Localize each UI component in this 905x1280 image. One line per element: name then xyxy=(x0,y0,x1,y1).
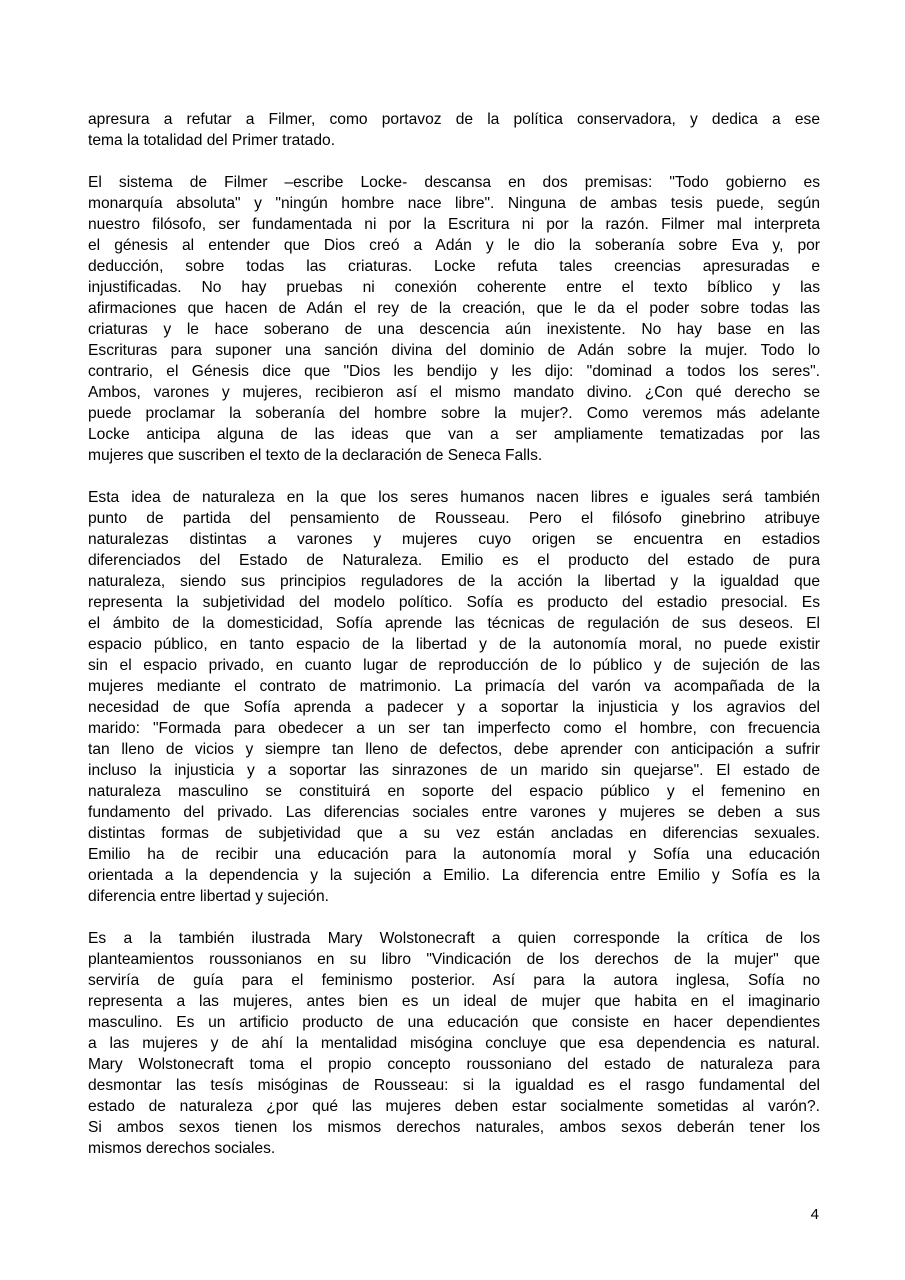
text-line: orientada a la dependencia y la sujeción a Emilio. La diferencia entre Emilio y Sofía es la xyxy=(88,867,820,884)
text-line: naturaleza, siendo sus principios reguladores de la acción la libertad y la igualdad que xyxy=(88,573,820,590)
text-line: el génesis al entender que Dios creó a Adán y le dio la soberanía sobre Eva y, por xyxy=(88,237,820,254)
text-line: afirmaciones que hacen de Adán el rey de la creación, que le da el poder sobre todas las xyxy=(88,300,820,317)
text-line: nuestro filósofo, ser fundamentada ni por la Escritura ni por la razón. Filmer mal interpreta xyxy=(88,216,820,233)
text-line: Esta idea de naturaleza en la que los seres humanos nacen libres e iguales será también xyxy=(88,489,820,506)
text-line: estado de naturaleza ¿por qué las mujeres deben estar socialmente sometidas al varón?. xyxy=(88,1098,820,1115)
text-line: el ámbito de la domesticidad, Sofía aprende las técnicas de regulación de sus deseos. El xyxy=(88,615,820,632)
text-line: necesidad de que Sofía aprenda a padecer y a soportar la injusticia y los agravios del xyxy=(88,699,820,716)
text-line: Locke anticipa alguna de las ideas que van a ser ampliamente tematizadas por las xyxy=(88,426,820,443)
text-line: criaturas y le hace soberano de una descencia aún inexistente. No hay base en las xyxy=(88,321,820,338)
paragraph xyxy=(88,487,820,907)
text-line: sin el espacio privado, en cuanto lugar de reproducción de lo público y de sujeción de las xyxy=(88,657,820,674)
text-line: a las mujeres y de ahí la mentalidad misógina concluye que esa dependencia es natural. xyxy=(88,1035,820,1052)
text-line: serviría de guía para el feminismo posterior. Así para la autora inglesa, Sofía no xyxy=(88,972,820,989)
text-line: desmontar las tesís misóginas de Rousseau: si la igualdad es el rasgo fundamental del xyxy=(88,1077,820,1094)
text-line: puede proclamar la soberanía del hombre sobre la mujer?. Como veremos más adelante xyxy=(88,405,820,422)
text-line: diferencia entre libertad y sujeción. xyxy=(88,888,329,905)
text-line: diferenciados del Estado de Naturaleza. Emilio es el producto del estado de pura xyxy=(88,552,820,569)
paragraph xyxy=(88,109,820,151)
text-line: monarquía absoluta" y "ningún hombre nace libre". Ninguna de ambas tesis puede, según xyxy=(88,195,820,212)
paragraph xyxy=(88,928,820,1159)
text-line: El sistema de Filmer –escribe Locke- descansa en dos premisas: "Todo gobierno es xyxy=(88,174,820,191)
text-line: injustificadas. No hay pruebas ni conexión coherente entre el texto bíblico y las xyxy=(88,279,820,296)
text-line: espacio público, en tanto espacio de la libertad y de la autonomía moral, no puede existir xyxy=(88,636,820,653)
text-line: masculino. Es un artificio producto de una educación que consiste en hacer dependientes xyxy=(88,1014,820,1031)
text-line: punto de partida del pensamiento de Rousseau. Pero el filósofo ginebrino atribuye xyxy=(88,510,820,527)
text-line: mujeres mediante el contrato de matrimonio. La primacía del varón va acompañada de la xyxy=(88,678,820,695)
text-line: representa a las mujeres, antes bien es un ideal de mujer que habita en el imaginario xyxy=(88,993,820,1010)
text-line: naturalezas distintas a varones y mujeres cuyo origen se encuentra en estadios xyxy=(88,531,820,548)
text-line: Escrituras para suponer una sanción divina del dominio de Adán sobre la mujer. Todo lo xyxy=(88,342,820,359)
text-line: naturaleza masculino se constituirá en soporte del espacio público y el femenino en xyxy=(88,783,820,800)
text-line: marido: "Formada para obedecer a un ser tan imperfecto como el hombre, con frecuencia xyxy=(88,720,820,737)
paragraph xyxy=(88,172,820,466)
text-line: Emilio ha de recibir una educación para la autonomía moral y Sofía una educación xyxy=(88,846,820,863)
text-line: mujeres que suscriben el texto de la declaración de Seneca Falls. xyxy=(88,447,543,464)
text-line: tan lleno de vicios y siempre tan lleno de defectos, debe aprender con anticipación a sufrir xyxy=(88,741,820,758)
text-line: tema la totalidad del Primer tratado. xyxy=(88,132,336,149)
document-body xyxy=(88,109,820,1180)
text-line: contrario, el Génesis dice que "Dios les bendijo y les dijo: "dominad a todos los seres". xyxy=(88,363,820,380)
text-line: Mary Wolstonecraft toma el propio concepto roussoniano del estado de naturaleza para xyxy=(88,1056,820,1073)
text-line: apresura a refutar a Filmer, como portavoz de la política conservadora, y dedica a ese xyxy=(88,111,820,128)
text-line: distintas formas de subjetividad que a su vez están ancladas en diferencias sexuales. xyxy=(88,825,820,842)
text-line: fundamento del privado. Las diferencias sociales entre varones y mujeres se deben a sus xyxy=(88,804,820,821)
text-line: Si ambos sexos tienen los mismos derechos naturales, ambos sexos deberán tener los xyxy=(88,1119,820,1136)
text-line: planteamientos roussonianos en su libro "Vindicación de los derechos de la mujer" que xyxy=(88,951,820,968)
text-line: Es a la también ilustrada Mary Wolstonecraft a quien corresponde la crítica de los xyxy=(88,930,820,947)
text-line: incluso la injusticia y a soportar las sinrazones de un marido sin quejarse". El estado de xyxy=(88,762,820,779)
page-number: 4 xyxy=(810,1206,819,1223)
text-line: mismos derechos sociales. xyxy=(88,1140,276,1157)
text-line: representa la subjetividad del modelo político. Sofía es producto del estadio presocial. Es xyxy=(88,594,820,611)
text-line: deducción, sobre todas las criaturas. Locke refuta tales creencias apresuradas e xyxy=(88,258,820,275)
text-line: Ambos, varones y mujeres, recibieron así el mismo mandato divino. ¿Con qué derecho se xyxy=(88,384,820,401)
